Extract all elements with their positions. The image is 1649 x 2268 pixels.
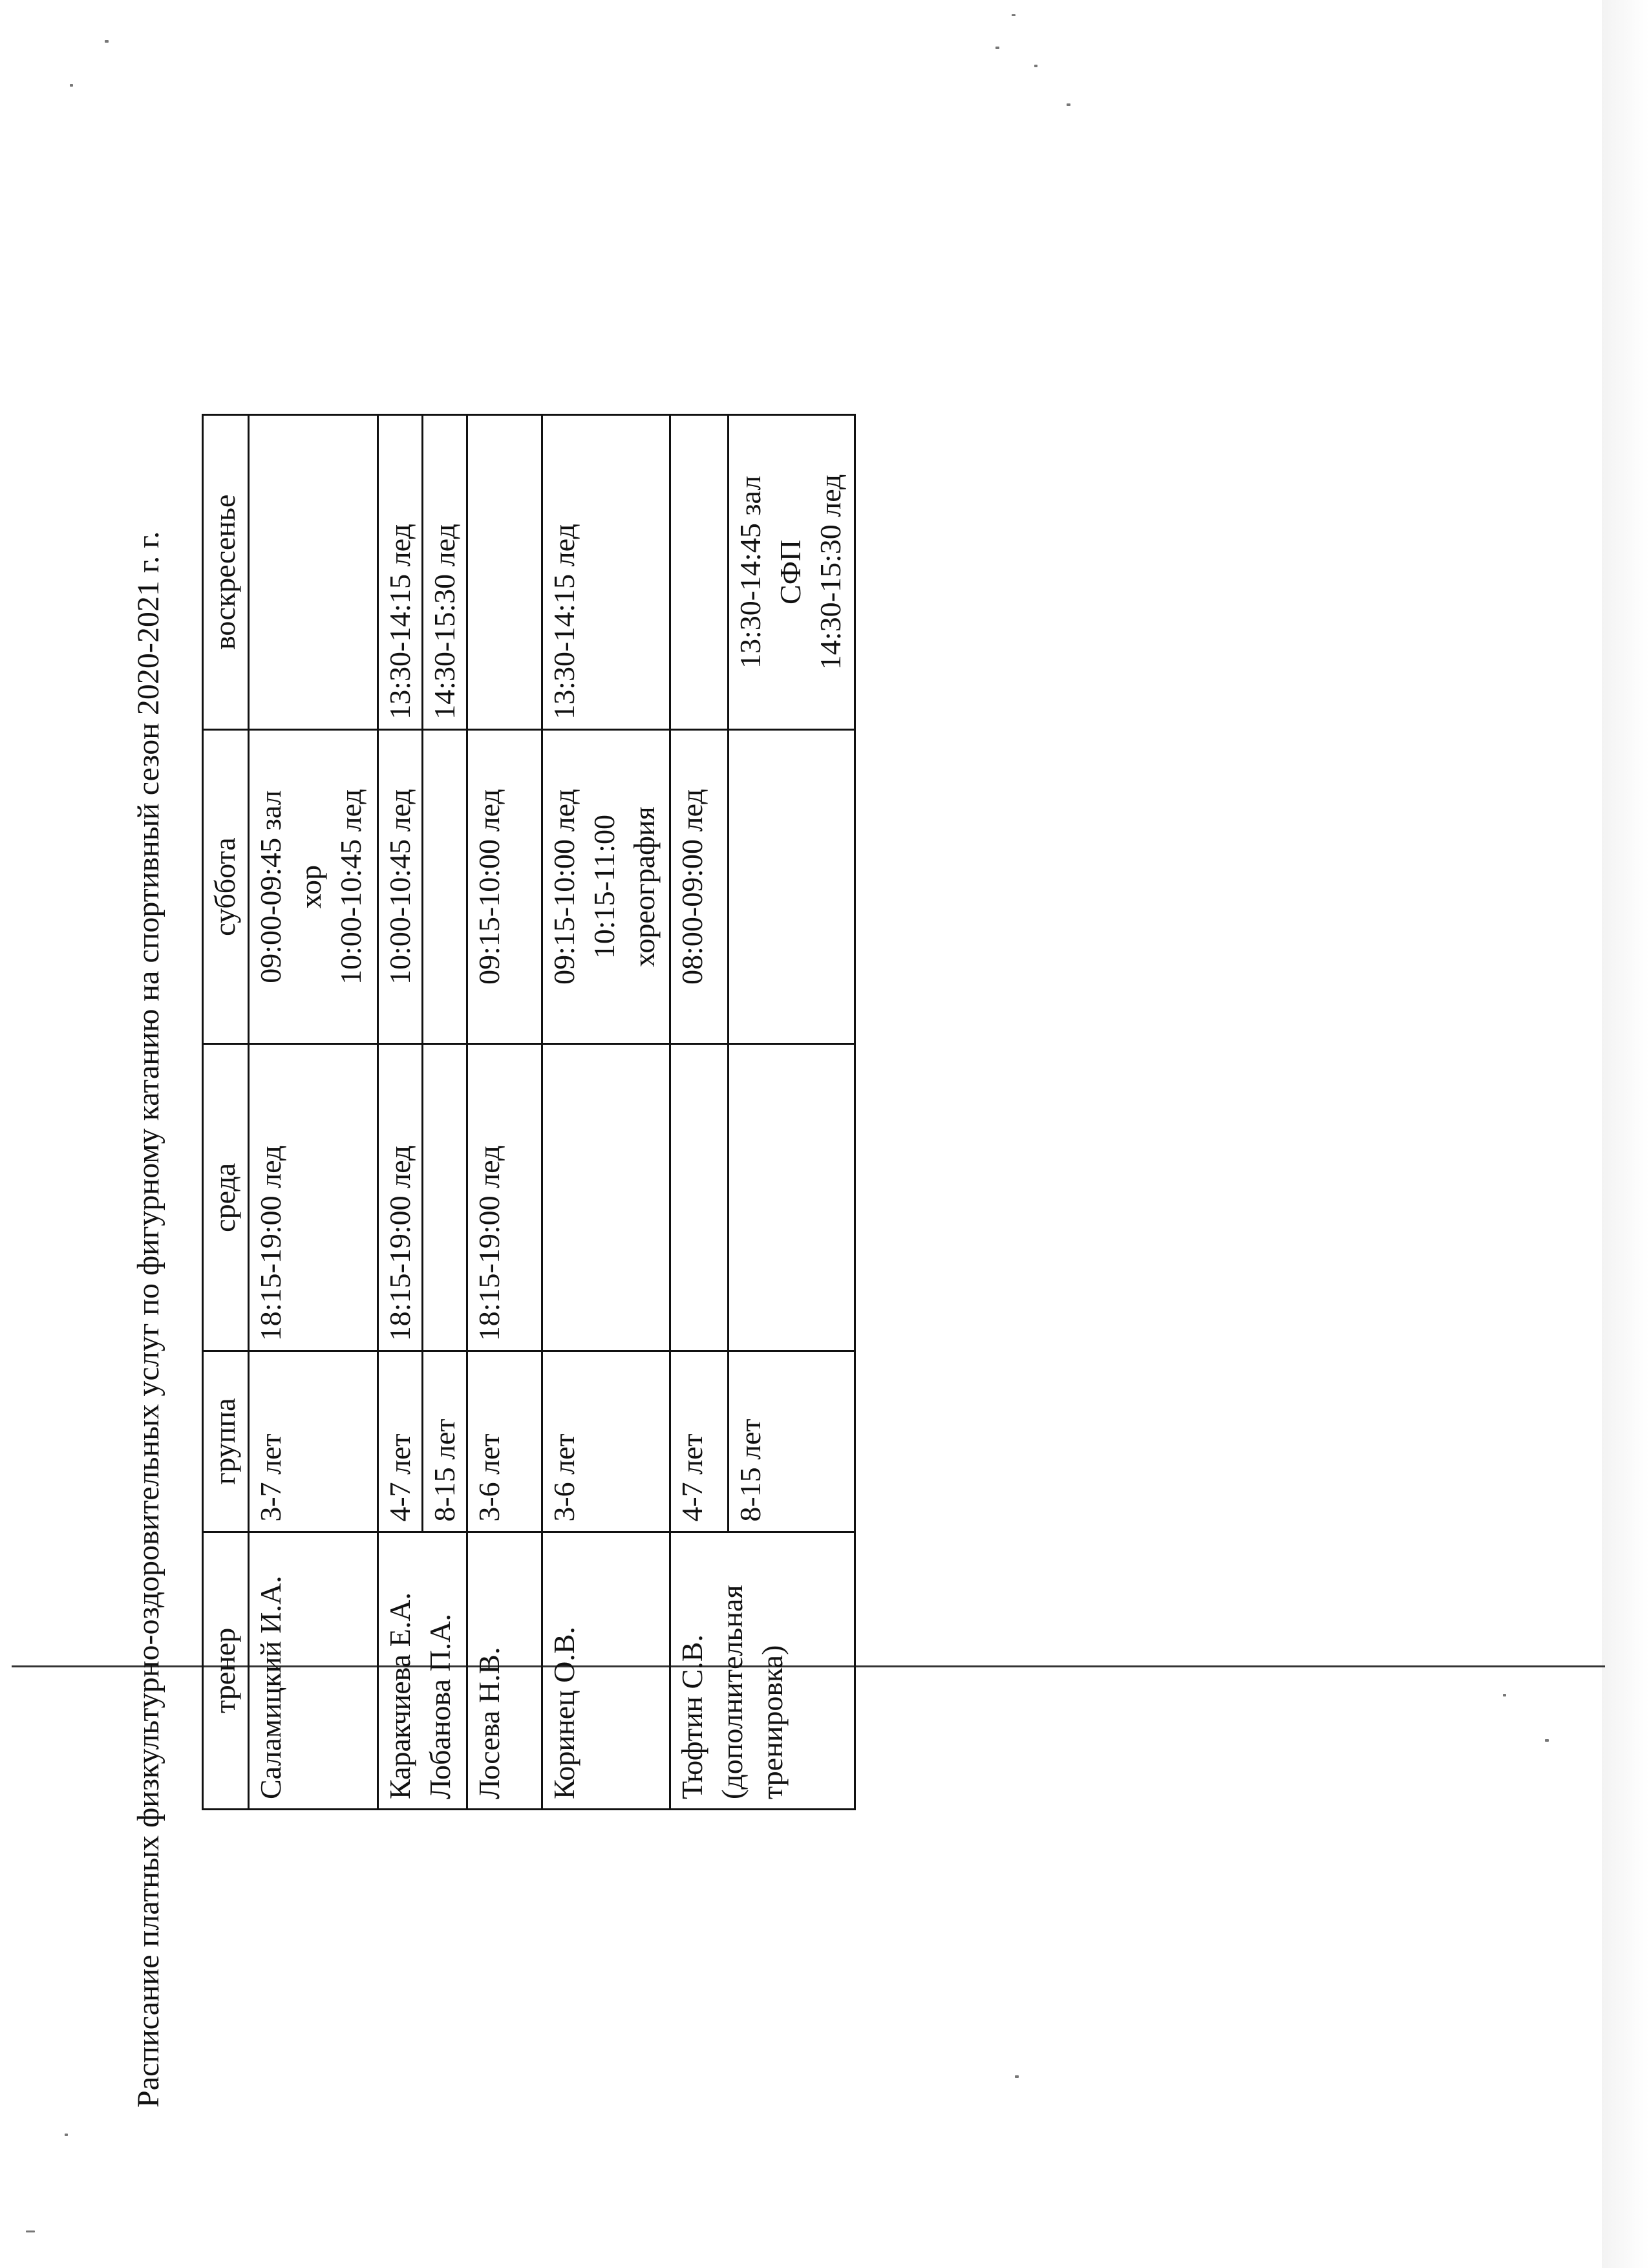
- scan-speck: [65, 2134, 68, 2136]
- schedule-line: 10:00-10:45 лед: [383, 789, 416, 985]
- coach-cell: [467, 1532, 542, 1809]
- table-row: [542, 415, 670, 1810]
- group-cell: 3-6 лет: [542, 1351, 670, 1532]
- group-cell: 8-15 лет: [423, 1351, 467, 1532]
- coach-cell: [249, 1532, 378, 1809]
- saturday-cell: [378, 729, 423, 1044]
- sunday-cell: [249, 415, 378, 730]
- wednesday-cell: 18:15-19:00 лед: [467, 1044, 542, 1351]
- schedule-line: 14:30-15:30 лед: [428, 524, 461, 720]
- schedule-line: 10:00-10:45 лед: [334, 789, 367, 985]
- scan-page-edge: [1602, 0, 1649, 2268]
- saturday-cell: [670, 729, 729, 1044]
- coach-note: (дополнительная: [716, 1585, 749, 1799]
- schedule-line: 13:30-14:15 лед: [383, 524, 416, 720]
- coach-name: Лосева Н.В.: [473, 1647, 505, 1799]
- wednesday-cell: [423, 1044, 467, 1351]
- group-cell: 4-7 лет: [670, 1351, 729, 1532]
- wednesday-cell: [729, 1044, 855, 1351]
- coach-cell: [378, 1532, 467, 1809]
- saturday-cell: [467, 729, 542, 1044]
- coach-name: Каракчиева Е.А.: [383, 1592, 416, 1799]
- sunday-cell: [542, 415, 670, 730]
- schedule-line: 14:30-15:30 лед: [814, 474, 847, 670]
- wednesday-cell: 18:15-19:00 лед: [378, 1044, 423, 1351]
- header-sunday: воскресенье: [203, 415, 249, 730]
- schedule-line: 09:00-09:45 зал: [254, 790, 287, 983]
- group-cell: 3-6 лет: [467, 1351, 542, 1532]
- sunday-cell: [729, 415, 855, 730]
- wednesday-cell: 18:15-19:00 лед: [249, 1044, 378, 1351]
- group-cell: 3-7 лет: [249, 1351, 378, 1532]
- sunday-cell: [423, 415, 467, 730]
- saturday-cell: [729, 729, 855, 1044]
- scan-speck: [1067, 103, 1070, 106]
- scan-speck: [1545, 1739, 1549, 1742]
- schedule-line: 09:15-10:00 лед: [473, 789, 505, 985]
- table-row: [249, 415, 378, 1810]
- coach-name: Саламицкий И.А.: [254, 1576, 287, 1799]
- rotated-document-content: [129, 142, 957, 2108]
- table-header-row: [203, 415, 249, 1810]
- schedule-line: 13:30-14:15 лед: [548, 524, 580, 720]
- scan-speck: [1015, 2075, 1019, 2078]
- document-title: Расписание платных физкультурно-оздоровительных услуг по фигурному катанию на спортивный сезон 2020-2021 г. г.: [131, 531, 165, 2108]
- table-row: [467, 415, 542, 1810]
- coach-cell: [670, 1532, 855, 1809]
- header-saturday: суббота: [203, 729, 249, 1044]
- saturday-cell: [423, 729, 467, 1044]
- saturday-cell: [542, 729, 670, 1044]
- schedule-line: хореография: [628, 806, 661, 967]
- table-row: [378, 415, 423, 1810]
- scan-speck: [1034, 65, 1037, 67]
- schedule-table: [202, 414, 856, 1810]
- wednesday-cell: [542, 1044, 670, 1351]
- header-wednesday: среда: [203, 1044, 249, 1351]
- coach-cell: [542, 1532, 670, 1809]
- scan-speck: [105, 40, 109, 43]
- schedule-line: СФП: [774, 539, 807, 604]
- coach-note: тренировка): [756, 1645, 789, 1799]
- header-coach: тренер: [203, 1532, 249, 1809]
- saturday-cell: [249, 729, 378, 1044]
- group-cell: 8-15 лет: [729, 1351, 855, 1532]
- sunday-cell: [670, 415, 729, 730]
- wednesday-cell: [670, 1044, 729, 1351]
- schedule-line: 13:30-14:45 зал: [734, 475, 767, 669]
- schedule-line: 09:15-10:00 лед: [548, 789, 580, 985]
- sunday-cell: [467, 415, 542, 730]
- group-cell: 4-7 лет: [378, 1351, 423, 1532]
- coach-name: Лобанова П.А.: [423, 1614, 456, 1799]
- table-row: [670, 415, 729, 1810]
- scan-speck: [70, 84, 73, 87]
- schedule-line: 10:15-11:00: [588, 814, 621, 959]
- scan-speck: [1503, 1694, 1506, 1696]
- scan-speck: [26, 2231, 35, 2232]
- coach-name: Тюфтин С.В.: [676, 1634, 708, 1799]
- schedule-line: 08:00-09:00 лед: [676, 789, 708, 985]
- scan-speck: [1012, 14, 1016, 16]
- sunday-cell: [378, 415, 423, 730]
- scan-speck: [995, 47, 999, 49]
- schedule-line: хор: [294, 864, 327, 909]
- header-group: группа: [203, 1351, 249, 1532]
- coach-name: Коринец О.В.: [548, 1626, 580, 1799]
